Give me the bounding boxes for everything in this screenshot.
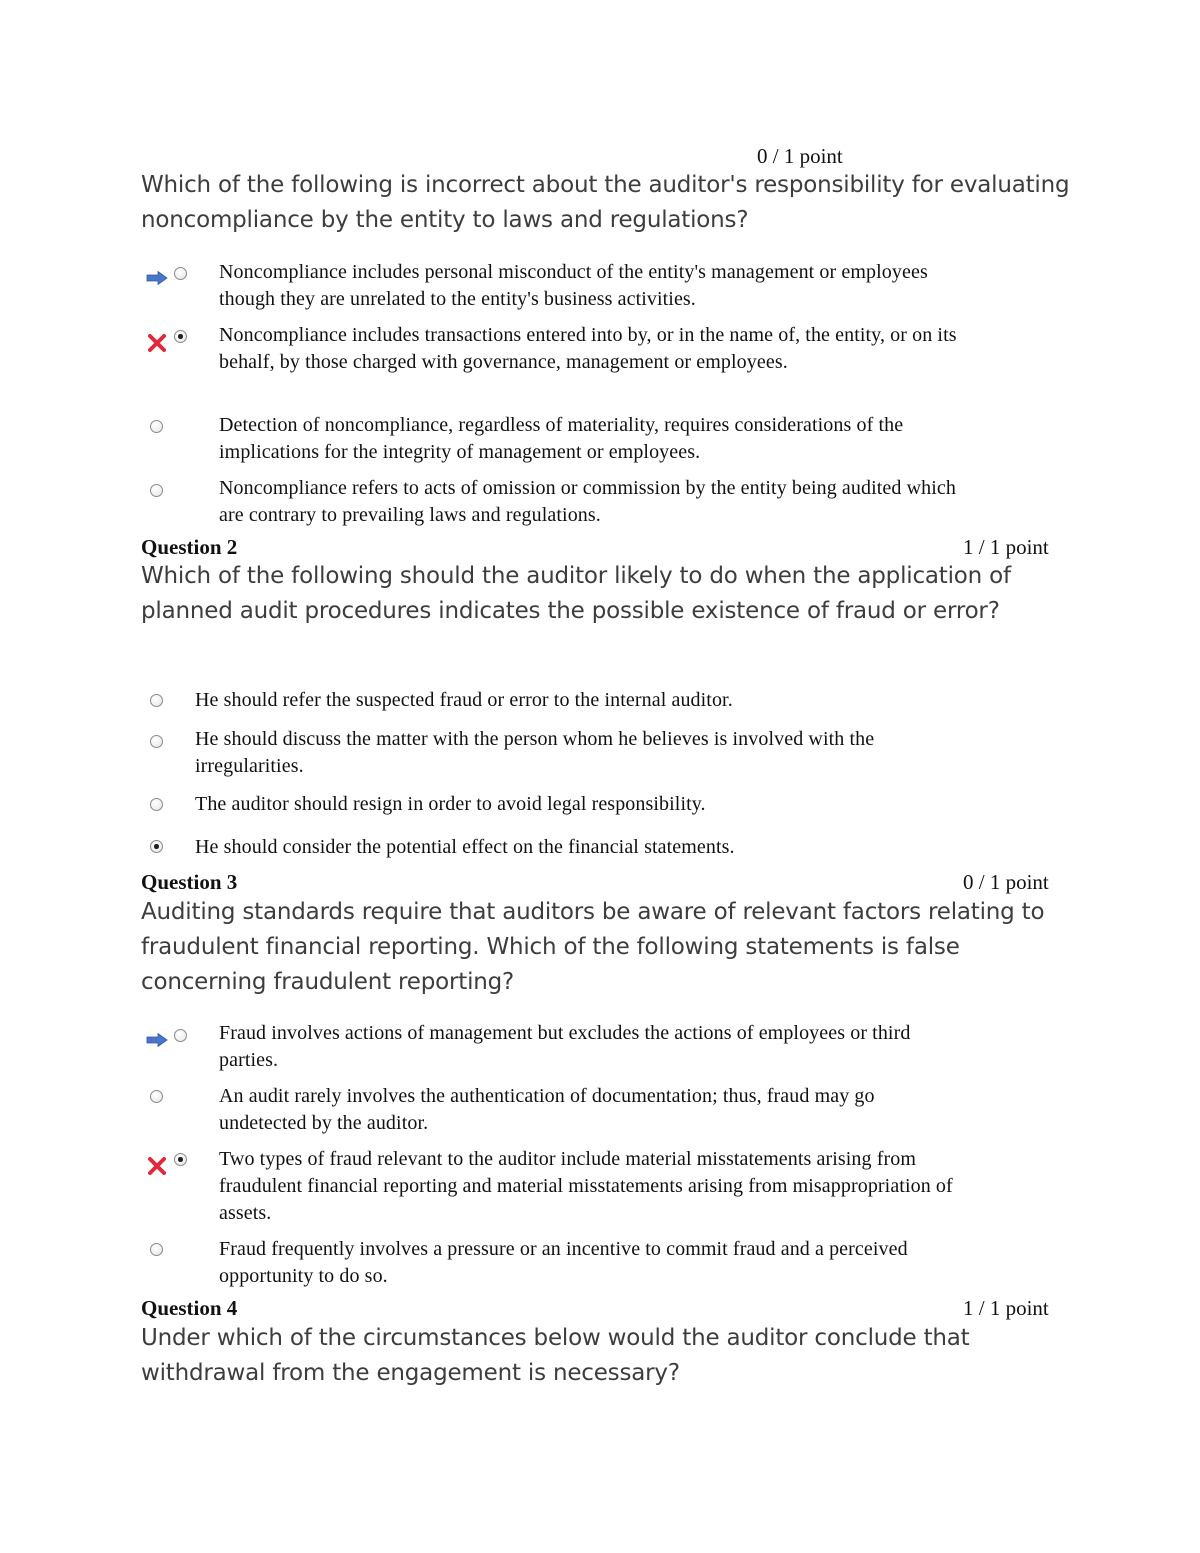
answer-radio[interactable] <box>150 798 163 811</box>
correct-answer-arrow-icon <box>146 271 168 285</box>
answer-radio-selected[interactable] <box>174 330 187 343</box>
question-label: Question 4 <box>141 1296 238 1320</box>
answer-option: Noncompliance includes personal misconduct of the entity's management or employees though they are unrelated to the entity's business activities. <box>219 261 928 310</box>
answer-option: Fraud involves actions of management but excludes the actions of employees or third parties. <box>219 1022 911 1071</box>
answer-option: Noncompliance refers to acts of omission or commission by the entity being audited which are contrary to prevailing laws and regulations. <box>219 477 956 526</box>
question-text: Which of the following is incorrect about the auditor's responsibility for evaluating noncompliance by the entity to laws and regulations? <box>141 172 1070 233</box>
answer-option: Fraud frequently involves a pressure or an incentive to commit fraud and a perceived opportunity to do so. <box>219 1238 908 1287</box>
question-text: Auditing standards require that auditors be aware of relevant factors relating to fraudulent financial reporting. Which of the following statements is false concerning fraudulent reporting? <box>141 899 1045 995</box>
answer-option: He should consider the potential effect on the financial statements. <box>195 836 735 858</box>
answer-radio[interactable] <box>150 484 163 497</box>
points-label: 0 / 1 point <box>757 144 843 168</box>
incorrect-x-icon <box>148 334 166 352</box>
answer-option: Noncompliance includes transactions entered into by, or in the name of, the entity, or on its behalf, by those charged with governance, management or employees. <box>219 324 957 373</box>
answer-option: An audit rarely involves the authentication of documentation; thus, fraud may go undetected by the auditor. <box>219 1085 875 1134</box>
answer-radio[interactable] <box>174 1029 187 1042</box>
answer-radio[interactable] <box>150 735 163 748</box>
answer-option: He should refer the suspected fraud or error to the internal auditor. <box>195 689 733 711</box>
answer-radio[interactable] <box>174 267 187 280</box>
answer-radio[interactable] <box>150 1243 163 1256</box>
answer-option: The auditor should resign in order to avoid legal responsibility. <box>195 793 706 815</box>
answer-radio[interactable] <box>150 1090 163 1103</box>
correct-answer-arrow-icon <box>146 1033 168 1047</box>
points-label: 1 / 1 point <box>963 1296 1049 1320</box>
question-text: Which of the following should the auditor likely to do when the application of planned audit procedures indicates the possible existence of fraud or error? <box>141 563 1011 624</box>
points-label: 1 / 1 point <box>963 535 1049 559</box>
question-text: Under which of the circumstances below would the auditor conclude that withdrawal from the engagement is necessary? <box>141 1325 970 1386</box>
answer-radio[interactable] <box>150 694 163 707</box>
answer-option: Two types of fraud relevant to the auditor include material misstatements arising from fraudulent financial reporting and material misstatements arising from misappropriation of assets. <box>219 1148 953 1224</box>
question-label: Question 3 <box>141 870 238 894</box>
answer-option: Detection of noncompliance, regardless of materiality, requires considerations of the implications for the integrity of management or employees. <box>219 414 904 463</box>
answer-radio[interactable] <box>150 420 163 433</box>
question-label: Question 2 <box>141 535 238 559</box>
answer-option: He should discuss the matter with the person whom he believes is involved with the irregularities. <box>195 728 875 777</box>
answer-radio-selected[interactable] <box>174 1153 187 1166</box>
points-label: 0 / 1 point <box>963 870 1049 894</box>
incorrect-x-icon <box>148 1157 166 1175</box>
answer-radio-selected[interactable] <box>150 840 163 853</box>
